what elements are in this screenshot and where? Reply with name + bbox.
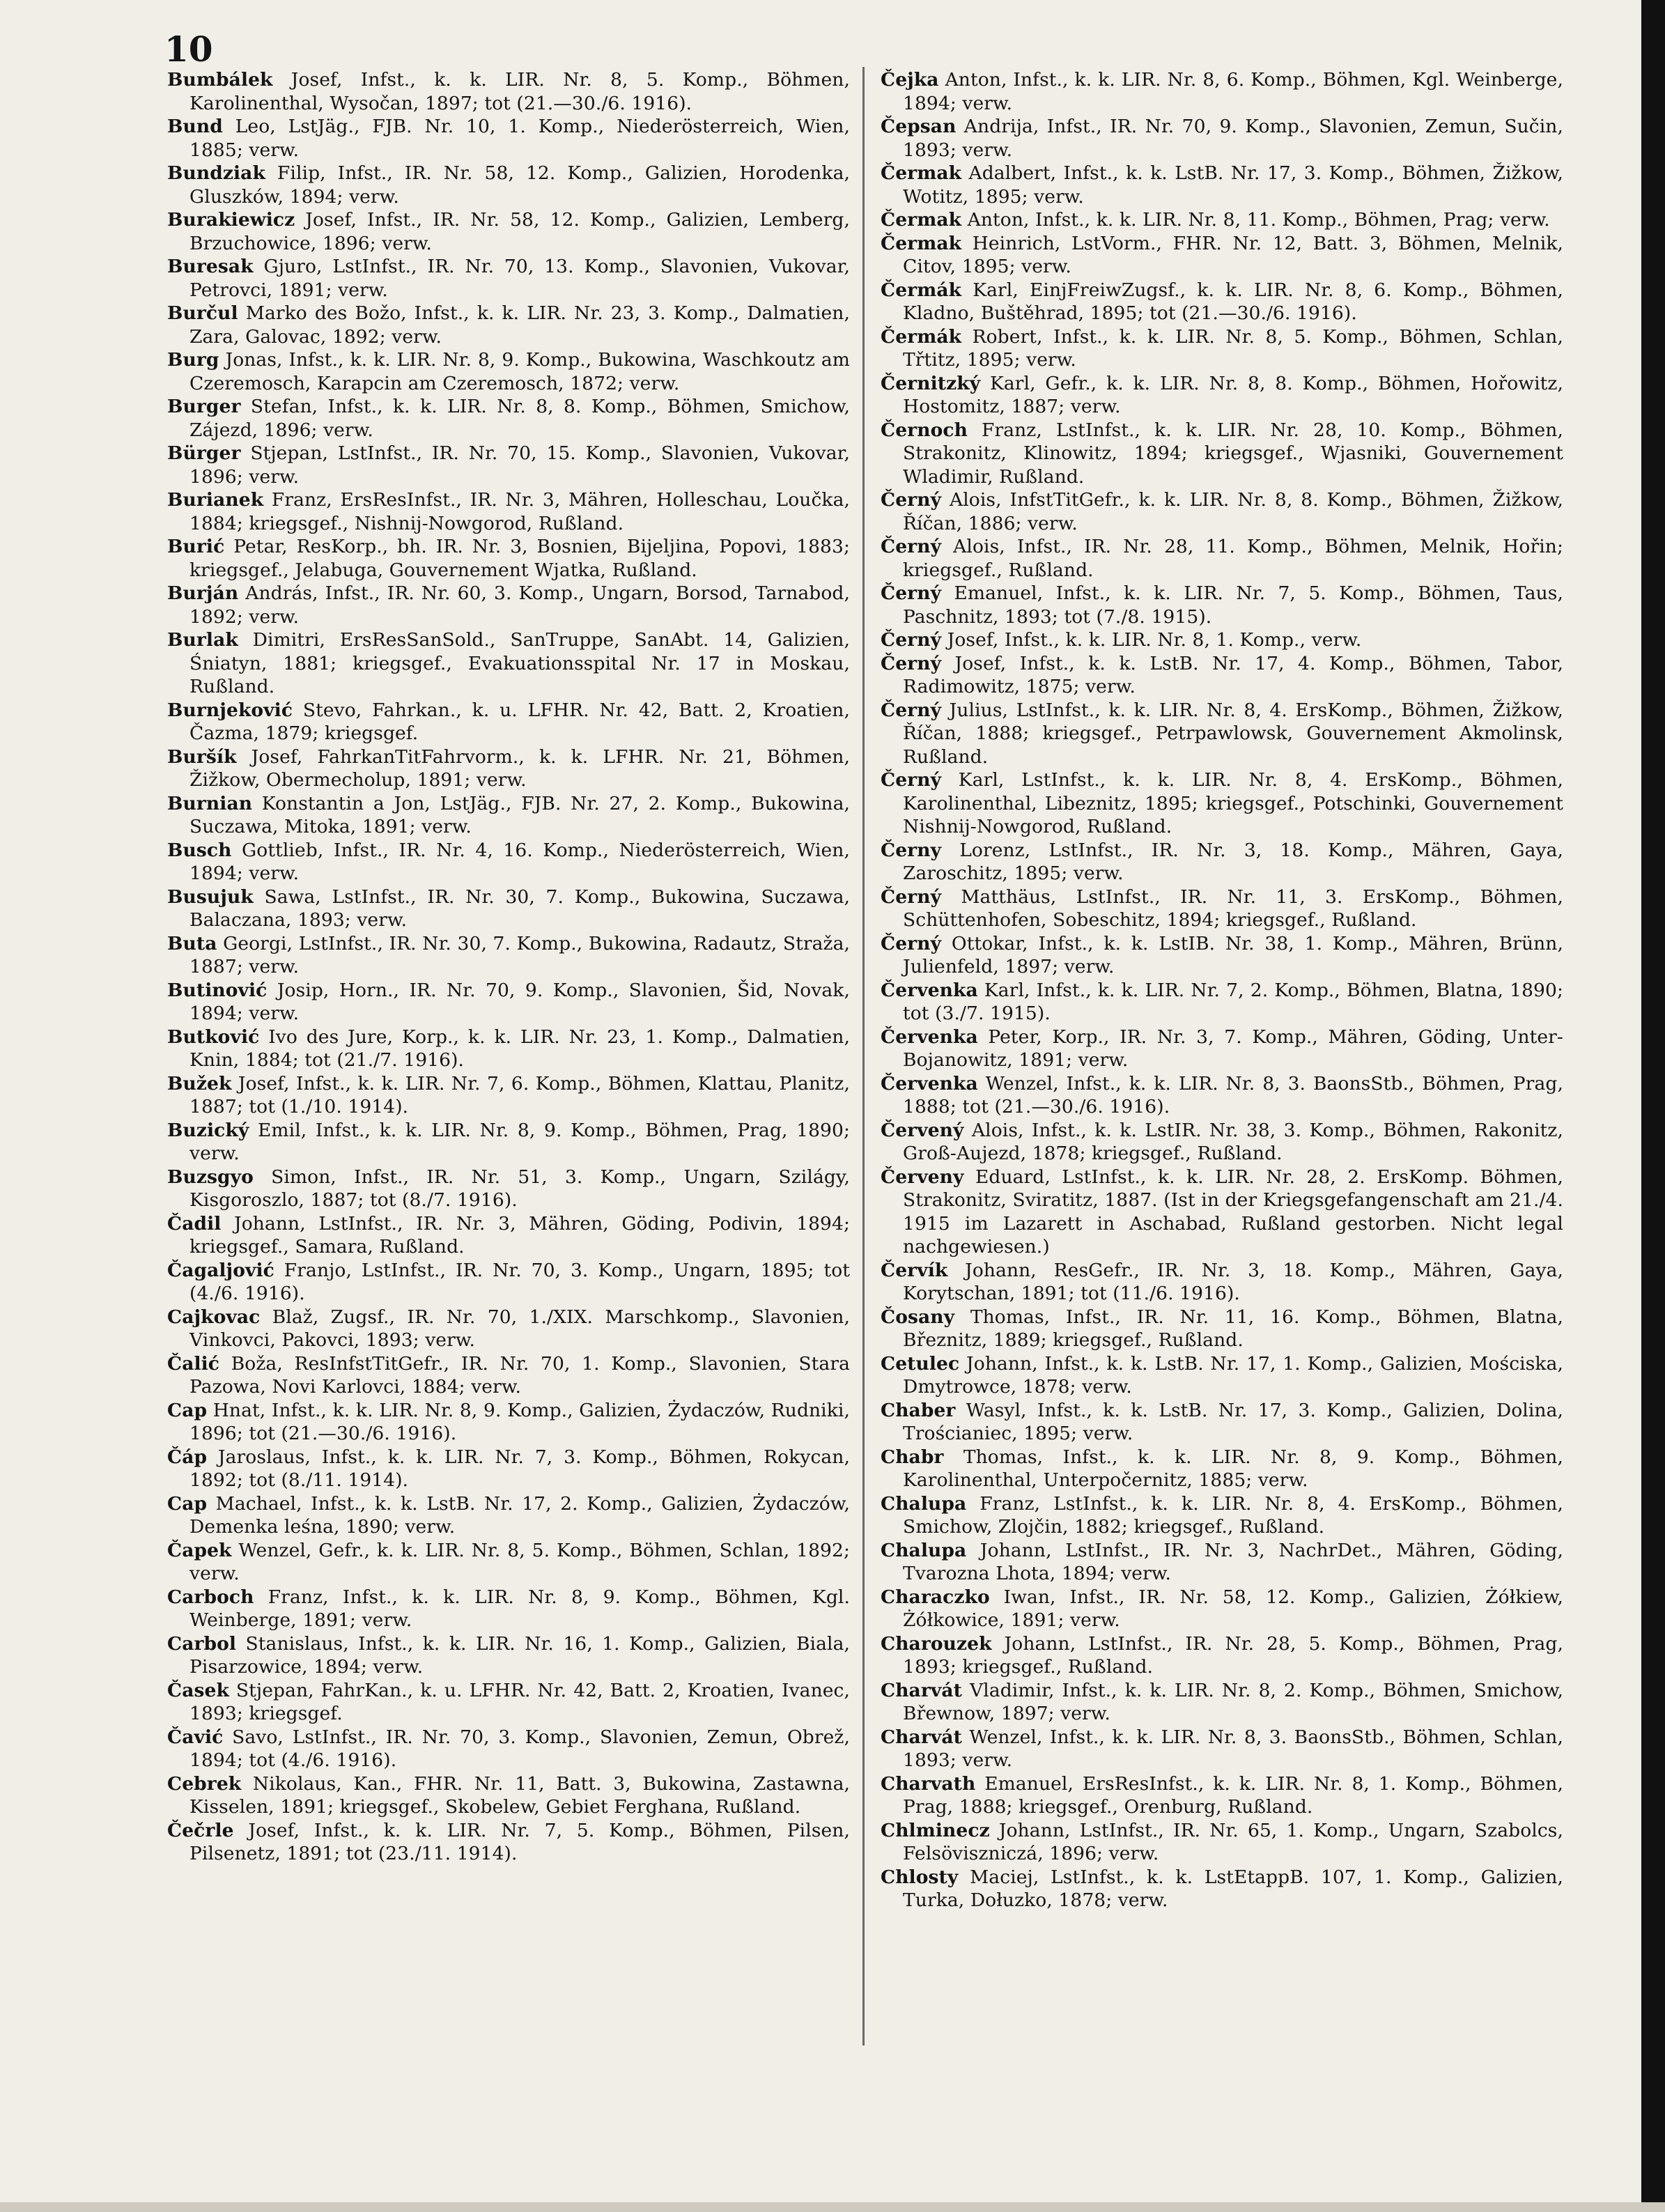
- entry-details: Georgi, LstInfst., IR. Nr. 30, 7. Komp., Bukowina, Radautz, Straža, 1887; verw.: [189, 932, 851, 977]
- entry-details: Stefan, Infst., k. k. LIR. Nr. 8, 8. Komp., Böhmen, Smichow, Zájezd, 1896; verw.: [189, 396, 850, 441]
- entry-surname: Bund: [167, 116, 223, 137]
- entry-details: Karl, EinjFreiwZugsf., k. k. LIR. Nr. 8, 6. Komp., Böhmen, Kladno, Buštěhrad, 1895; tot (21.—30./6. 1916).: [903, 279, 1563, 324]
- entry-surname: Čagaljović: [167, 1259, 274, 1281]
- entry-details: Alois, Infst., k. k. LstIR. Nr. 38, 3. Komp., Böhmen, Rakonitz, Groß-Aujezd, 1878; kriegsgef., Rußland.: [903, 1119, 1564, 1164]
- entry-surname: Čermak: [881, 232, 962, 254]
- entry-details: Gottlieb, Infst., IR. Nr. 4, 16. Komp., Niederösterreich, Wien, 1894; verw.: [189, 839, 850, 884]
- entry-details: Hnat, Infst., k. k. LIR. Nr. 8, 9. Komp., Galizien, Żydaczów, Rudniki, 1896; tot (21.—30./6. 1916).: [189, 1399, 851, 1444]
- list-entry: [881, 1819, 1563, 1866]
- entry-details: Stjepan, FahrKan., k. u. LFHR. Nr. 42, Batt. 2, Kroatien, Ivanec, 1893; kriegsgef.: [189, 1679, 850, 1724]
- entry-details: Blaž, Zugsf., IR. Nr. 70, 1./XIX. Marschkomp., Slavonien, Vinkovci, Pakovci, 1893; verw.: [189, 1306, 851, 1351]
- entry-details: Ottokar, Infst., k. k. LstIB. Nr. 38, 1. Komp., Mähren, Brünn, Julienfeld, 1897; verw.: [903, 932, 1563, 977]
- list-entry: [881, 115, 1563, 162]
- entry-surname: Charvath: [881, 1772, 976, 1795]
- list-entry: [881, 1866, 1563, 1912]
- list-entry: [881, 419, 1563, 489]
- entry-details: Eduard, LstInfst., k. k. LIR. Nr. 28, 2. ErsKomp. Böhmen, Strakonitz, Sviratitz, 1887. (Ist in der Kriegsgefangenschaft am 21./4. 1915 im Lazarett in Aschabad, Rußland gestorben. Nicht legal nachgewiesen.): [903, 1166, 1563, 1258]
- list-entry: [167, 1586, 850, 1632]
- list-entry: [167, 535, 850, 582]
- list-entry: [881, 1306, 1563, 1352]
- entry-details: Matthäus, LstInfst., IR. Nr. 11, 3. ErsKomp., Böhmen, Schüttenhofen, Sobeschitz, 1894; kriegsgef., Rußland.: [903, 885, 1563, 931]
- entry-details: Alois, Infst., IR. Nr. 28, 11. Komp., Böhmen, Melnik, Hořin; kriegsgef., Rußland.: [903, 536, 1563, 581]
- entry-details: Savo, LstInfst., IR. Nr. 70, 3. Komp., Slavonien, Zemun, Obrež, 1894; tot (4./6. 1916).: [189, 1726, 850, 1771]
- list-entry: [881, 839, 1563, 885]
- list-entry: [881, 488, 1563, 535]
- scan-border-right: [1641, 0, 1665, 2212]
- entry-surname: Carbol: [167, 1632, 237, 1655]
- list-entry: [167, 1072, 850, 1119]
- entry-surname: Buršík: [167, 745, 237, 768]
- list-entry: [167, 885, 850, 932]
- entry-surname: Cebrek: [167, 1772, 242, 1795]
- entry-surname: Černý: [881, 769, 942, 791]
- list-entry: [881, 885, 1563, 932]
- right-column: [881, 68, 1563, 1912]
- entry-details: Josef, Infst., IR. Nr. 58, 12. Komp., Galizien, Lemberg, Brzuchowice, 1896; verw.: [189, 209, 850, 254]
- entry-details: Johann, LstInfst., IR. Nr. 28, 5. Komp., Böhmen, Prag, 1893; kriegsgef., Rußland.: [903, 1632, 1563, 1678]
- list-entry: [167, 1352, 850, 1399]
- entry-surname: Butković: [167, 1026, 260, 1048]
- entry-details: Johann, LstInfst., IR. Nr. 3, NachrDet., Mähren, Göding, Tvarozna Lhota, 1894; verw.: [903, 1539, 1563, 1584]
- left-column: [167, 68, 850, 1866]
- list-entry: [881, 628, 1563, 652]
- entry-surname: Buta: [167, 932, 217, 954]
- entry-surname: Chalupa: [881, 1492, 967, 1515]
- entry-details: Sawa, LstInfst., IR. Nr. 30, 7. Komp., Bukowina, Suczawa, Balaczana, 1893; verw.: [189, 885, 850, 931]
- entry-surname: Cap: [167, 1399, 208, 1421]
- entry-details: Anton, Infst., k. k. LIR. Nr. 8, 6. Komp., Böhmen, Kgl. Weinberge, 1894; verw.: [903, 69, 1563, 114]
- list-entry: [167, 488, 850, 535]
- list-entry: [881, 1026, 1563, 1072]
- entry-details: András, Infst., IR. Nr. 60, 3. Komp., Ungarn, Borsod, Tarnabod, 1892; verw.: [189, 582, 850, 628]
- list-entry: [881, 1352, 1563, 1399]
- entry-details: Franz, LstInfst., k. k. LIR. Nr. 28, 10. Komp., Böhmen, Strakonitz, Klinowitz, 1894; kriegsgef., Wjasniki, Gouvernement Wladimir, Rußland.: [903, 419, 1563, 488]
- entry-details: Franjo, LstInfst., IR. Nr. 70, 3. Komp., Ungarn, 1895; tot (4./6. 1916).: [189, 1259, 850, 1304]
- entry-details: Franz, ErsResInfst., IR. Nr. 3, Mähren, Holleschau, Loučka, 1884; kriegsgef., Nishnij-Nowgorod, Rußland.: [189, 489, 850, 534]
- list-entry: [881, 1259, 1563, 1306]
- list-entry: [167, 68, 850, 115]
- entry-surname: Burnjeković: [167, 699, 293, 721]
- entry-surname: Čadil: [167, 1212, 222, 1235]
- entry-details: Iwan, Infst., IR. Nr. 58, 12. Komp., Galizien, Żółkiew, Żółkowice, 1891; verw.: [903, 1586, 1563, 1631]
- entry-surname: Černý: [881, 932, 942, 954]
- entry-surname: Černý: [881, 885, 942, 908]
- entry-surname: Černý: [881, 582, 942, 604]
- list-entry: [167, 162, 850, 208]
- entry-surname: Bužek: [167, 1072, 232, 1095]
- entry-surname: Černitzký: [881, 372, 981, 394]
- list-entry: [881, 232, 1563, 279]
- entry-details: Filip, Infst., IR. Nr. 58, 12. Komp., Galizien, Horodenka, Gluszków, 1894; verw.: [189, 162, 851, 208]
- list-entry: [881, 652, 1563, 699]
- list-entry: [167, 1259, 850, 1306]
- scan-border-bottom: [0, 2202, 1665, 2212]
- list-entry: [167, 1446, 850, 1492]
- entry-surname: Charvát: [881, 1679, 962, 1701]
- entry-surname: Čermak: [881, 162, 962, 184]
- list-entry: [881, 1539, 1563, 1586]
- entry-details: Andrija, Infst., IR. Nr. 70, 9. Komp., Slavonien, Zemun, Sučin, 1893; verw.: [903, 116, 1563, 161]
- list-entry: [167, 208, 850, 255]
- entry-details: Johann, LstInfst., IR. Nr. 65, 1. Komp., Ungarn, Szabolcs, Felsöviszniczá, 1896; verw.: [903, 1819, 1563, 1864]
- entry-details: Wasyl, Infst., k. k. LstB. Nr. 17, 3. Komp., Galizien, Dolina, Trościaniec, 1895; verw.: [903, 1399, 1563, 1444]
- entry-details: Josef, Infst., k. k. LIR. Nr. 7, 6. Komp., Böhmen, Klattau, Planitz, 1887; tot (1./10. 1914).: [189, 1072, 850, 1117]
- list-entry: [881, 68, 1563, 115]
- entry-details: Gjuro, LstInfst., IR. Nr. 70, 13. Komp., Slavonien, Vukovar, Petrovci, 1891; verw.: [189, 256, 850, 301]
- entry-surname: Černý: [881, 652, 942, 674]
- entry-details: Konstantin a Jon, LstJäg., FJB. Nr. 27, 2. Komp., Bukowina, Suczawa, Mitoka, 1891; verw.: [189, 792, 850, 837]
- entry-details: Alois, InfstTitGefr., k. k. LIR. Nr. 8, 8. Komp., Böhmen, Žižkow, Říčan, 1886; verw.: [903, 489, 1563, 534]
- entry-details: Karl, LstInfst., k. k. LIR. Nr. 8, 4. ErsKomp., Böhmen, Karolinenthal, Libeznitz, 1895; kriegsgef., Potschinki, Gouvernement Nishnij-Nowgorod, Rußland.: [903, 769, 1563, 837]
- list-entry: [167, 1632, 850, 1679]
- entry-details: Stjepan, LstInfst., IR. Nr. 70, 15. Komp., Slavonien, Vukovar, 1896; verw.: [189, 442, 850, 488]
- entry-surname: Červeny: [881, 1166, 964, 1188]
- entry-surname: Červený: [881, 1119, 964, 1141]
- entry-details: Anton, Infst., k. k. LIR. Nr. 8, 11. Komp., Böhmen, Prag; verw.: [967, 209, 1550, 231]
- entry-details: Franz, LstInfst., k. k. LIR. Nr. 8, 4. ErsKomp., Böhmen, Smichow, Zlojčin, 1882; kriegsgef., Rußland.: [903, 1492, 1564, 1538]
- entry-details: Josip, Horn., IR. Nr. 70, 9. Komp., Slavonien, Šid, Novak, 1894; verw.: [189, 979, 850, 1024]
- entry-details: Machael, Infst., k. k. LstB. Nr. 17, 2. Komp., Galizien, Żydaczów, Demenka leśna, 1890; verw.: [189, 1492, 850, 1538]
- entry-details: Karl, Gefr., k. k. LIR. Nr. 8, 8. Komp., Böhmen, Hořowitz, Hostomitz, 1887; verw.: [903, 372, 1563, 417]
- entry-surname: Buresak: [167, 256, 254, 277]
- list-entry: [167, 1726, 850, 1772]
- entry-surname: Charvát: [881, 1726, 962, 1748]
- list-entry: [167, 1212, 850, 1259]
- entry-surname: Černoch: [881, 419, 968, 441]
- entry-surname: Burić: [167, 536, 225, 557]
- list-entry: [881, 979, 1563, 1026]
- list-entry: [881, 162, 1563, 208]
- entry-details: Jonas, Infst., k. k. LIR. Nr. 8, 9. Komp., Bukowina, Waschkoutz am Czeremosch, Karapcin am Czeremosch, 1872; verw.: [189, 349, 850, 394]
- entry-details: Emanuel, Infst., k. k. LIR. Nr. 7, 5. Komp., Böhmen, Taus, Paschnitz, 1893; tot (7./8. 1915).: [903, 582, 1563, 628]
- entry-surname: Bundziak: [167, 162, 265, 184]
- entry-surname: Časek: [167, 1679, 229, 1701]
- list-entry: [167, 1492, 850, 1539]
- list-entry: [881, 1726, 1563, 1772]
- list-entry: [167, 582, 850, 628]
- entry-surname: Čalić: [167, 1352, 220, 1375]
- list-entry: [881, 208, 1563, 232]
- list-entry: [881, 535, 1563, 582]
- list-entry: [167, 395, 850, 442]
- entry-surname: Červík: [881, 1259, 948, 1281]
- entry-details: Wenzel, Infst., k. k. LIR. Nr. 8, 3. BaonsStb., Böhmen, Schlan, 1893; verw.: [903, 1726, 1563, 1771]
- list-entry: [881, 279, 1563, 325]
- list-entry: [167, 348, 850, 395]
- entry-details: Marko des Božo, Infst., k. k. LIR. Nr. 23, 3. Komp., Dalmatien, Zara, Galovac, 1892; verw.: [189, 302, 850, 348]
- entry-surname: Čečrle: [167, 1819, 234, 1841]
- page-number: 10: [164, 29, 213, 70]
- list-entry: [167, 1679, 850, 1726]
- entry-surname: Černy: [881, 839, 942, 861]
- list-entry: [881, 1492, 1563, 1539]
- list-entry: [167, 302, 850, 348]
- list-entry: [167, 1306, 850, 1352]
- list-entry: [881, 1119, 1563, 1166]
- list-entry: [167, 792, 850, 839]
- list-entry: [881, 1166, 1563, 1259]
- entry-details: Thomas, Infst., k. k. LIR. Nr. 8, 9. Komp., Böhmen, Karolinenthal, Unterpočernitz, 1885; verw.: [903, 1446, 1563, 1491]
- entry-surname: Černý: [881, 536, 942, 557]
- list-entry: [167, 1166, 850, 1212]
- entry-surname: Chlosty: [881, 1866, 959, 1888]
- entry-surname: Burján: [167, 582, 239, 604]
- entry-surname: Burianek: [167, 489, 264, 511]
- entry-surname: Čavić: [167, 1726, 224, 1748]
- entry-surname: Čosany: [881, 1306, 955, 1328]
- entry-details: Julius, LstInfst., k. k. LIR. Nr. 8, 4. ErsKomp., Böhmen, Žižkow, Říčan, 1888; kriegsgef., Petrpawlowsk, Gouvernement Akmolinsk, Rußland.: [903, 699, 1563, 768]
- entry-surname: Characzko: [881, 1586, 990, 1608]
- entry-surname: Cajkovac: [167, 1306, 261, 1328]
- entry-surname: Chaber: [881, 1399, 956, 1421]
- entry-surname: Čejka: [881, 69, 939, 91]
- entry-details: Josef, Infst., k. k. LIR. Nr. 8, 5. Komp., Böhmen, Karolinenthal, Wysočan, 1897; tot (21.—30./6. 1916).: [189, 69, 851, 114]
- list-entry: [167, 1819, 850, 1866]
- entry-details: Wenzel, Infst., k. k. LIR. Nr. 8, 3. BaonsStb., Böhmen, Prag, 1888; tot (21.—30./6. 1916).: [903, 1072, 1563, 1117]
- entry-details: Johann, ResGefr., IR. Nr. 3, 18. Komp., Mähren, Gaya, Korytschan, 1891; tot (11./6. 1916).: [903, 1259, 1563, 1304]
- entry-surname: Chalupa: [881, 1539, 967, 1561]
- entry-surname: Busch: [167, 839, 232, 861]
- entry-surname: Burlak: [167, 629, 238, 651]
- entry-surname: Buzsgyo: [167, 1166, 254, 1188]
- column-divider: [862, 67, 865, 2045]
- entry-surname: Červenka: [881, 1072, 978, 1095]
- list-entry: [167, 1539, 850, 1586]
- list-entry: [167, 699, 850, 745]
- entry-details: Lorenz, LstInfst., IR. Nr. 3, 18. Komp., Mähren, Gaya, Zaroschitz, 1895; verw.: [903, 839, 1563, 884]
- list-entry: [881, 768, 1563, 839]
- entry-surname: Cap: [167, 1492, 208, 1515]
- entry-surname: Bumbálek: [167, 69, 273, 91]
- list-entry: [881, 1072, 1563, 1119]
- entry-details: Simon, Infst., IR. Nr. 51, 3. Komp., Ungarn, Szilágy, Kisgoroszlo, 1887; tot (8./7. 1916).: [189, 1166, 850, 1211]
- entry-details: Dimitri, ErsResSanSold., SanTruppe, SanAbt. 14, Galizien, Śniatyn, 1881; kriegsgef., Evakuationsspital Nr. 17 in Moskau, Rußland.: [189, 629, 850, 697]
- entry-surname: Burakiewicz: [167, 209, 295, 231]
- list-entry: [881, 1446, 1563, 1492]
- entry-details: Emil, Infst., k. k. LIR. Nr. 8, 9. Komp., Böhmen, Prag, 1890; verw.: [189, 1119, 851, 1164]
- entry-details: Stevo, Fahrkan., k. u. LFHR. Nr. 42, Batt. 2, Kroatien, Čazma, 1879; kriegsgef.: [189, 699, 850, 744]
- entry-surname: Butinović: [167, 979, 268, 1001]
- entry-details: Peter, Korp., IR. Nr. 3, 7. Komp., Mähren, Göding, Unter-Bojanowitz, 1891; verw.: [903, 1026, 1563, 1071]
- list-entry: [167, 1119, 850, 1166]
- list-entry: [881, 1679, 1563, 1726]
- entry-surname: Čepsan: [881, 116, 957, 137]
- entry-details: Emanuel, ErsResInfst., k. k. LIR. Nr. 8, 1. Komp., Böhmen, Prag, 1888; kriegsgef., Orenburg, Rußland.: [903, 1772, 1563, 1818]
- entry-surname: Burnian: [167, 792, 253, 814]
- entry-surname: Burg: [167, 349, 219, 371]
- entry-surname: Čáp: [167, 1446, 208, 1468]
- entry-details: Ivo des Jure, Korp., k. k. LIR. Nr. 23, 1. Komp., Dalmatien, Knin, 1884; tot (21./7. 1916).: [189, 1026, 850, 1071]
- entry-details: Vladimir, Infst., k. k. LIR. Nr. 8, 2. Komp., Böhmen, Smichow, Břewnow, 1897; verw.: [903, 1679, 1563, 1724]
- list-entry: [881, 1399, 1563, 1446]
- entry-surname: Čermák: [881, 279, 962, 301]
- list-entry: [881, 932, 1563, 979]
- entry-surname: Černý: [881, 489, 942, 511]
- list-entry: [167, 932, 850, 979]
- list-entry: [167, 979, 850, 1026]
- entry-surname: Červenka: [881, 1026, 978, 1048]
- list-entry: [167, 255, 850, 302]
- entry-surname: Čapek: [167, 1539, 232, 1561]
- entry-details: Josef, Infst., k. k. LIR. Nr. 8, 1. Komp., verw.: [947, 629, 1362, 651]
- entry-details: Maciej, LstInfst., k. k. LstEtappB. 107, 1. Komp., Galizien, Turka, Dołuzko, 1878; verw.: [903, 1866, 1564, 1911]
- entry-details: Robert, Infst., k. k. LIR. Nr. 8, 5. Komp., Böhmen, Schlan, Třtitz, 1895; verw.: [903, 325, 1563, 371]
- list-entry: [167, 628, 850, 699]
- list-entry: [167, 442, 850, 488]
- entry-surname: Carboch: [167, 1586, 254, 1608]
- entry-details: Petar, ResKorp., bh. IR. Nr. 3, Bosnien, Bijeljina, Popovi, 1883; kriegsgef., Jelabuga, Gouvernement Wjatka, Rußland.: [189, 536, 850, 581]
- entry-details: Wenzel, Gefr., k. k. LIR. Nr. 8, 5. Komp., Böhmen, Schlan, 1892; verw.: [189, 1539, 850, 1584]
- list-entry: [881, 1632, 1563, 1679]
- entry-surname: Cetulec: [881, 1352, 960, 1375]
- entry-details: Leo, LstJäg., FJB. Nr. 10, 1. Komp., Niederösterreich, Wien, 1885; verw.: [189, 116, 850, 161]
- list-entry: [881, 699, 1563, 769]
- entry-details: Josef, FahrkanTitFahrvorm., k. k. LFHR. Nr. 21, Böhmen, Žižkow, Obermecholup, 1891; verw.: [189, 745, 850, 791]
- entry-details: Josef, Infst., k. k. LIR. Nr. 7, 5. Komp., Böhmen, Pilsen, Pilsenetz, 1891; tot (23./11. 1914).: [189, 1819, 850, 1864]
- entry-details: Heinrich, LstVorm., FHR. Nr. 12, Batt. 3, Böhmen, Melnik, Citov, 1895; verw.: [903, 232, 1563, 277]
- entry-details: Josef, Infst., k. k. LstB. Nr. 17, 4. Komp., Böhmen, Tabor, Radimowitz, 1875; verw.: [903, 652, 1563, 697]
- entry-surname: Čermák: [881, 325, 962, 348]
- entry-details: Stanislaus, Infst., k. k. LIR. Nr. 16, 1. Komp., Galizien, Biala, Pisarzowice, 1894; verw.: [189, 1632, 851, 1678]
- entry-surname: Červenka: [881, 979, 978, 1001]
- list-entry: [881, 1772, 1563, 1819]
- entry-details: Nikolaus, Kan., FHR. Nr. 11, Batt. 3, Bukowina, Zastawna, Kisselen, 1891; kriegsgef., Skobelew, Gebiet Ferghana, Rußland.: [189, 1772, 850, 1818]
- entry-details: Johann, LstInfst., IR. Nr. 3, Mähren, Göding, Podivin, 1894; kriegsgef., Samara, Rußland.: [189, 1212, 851, 1258]
- entry-details: Jaroslaus, Infst., k. k. LIR. Nr. 7, 3. Komp., Böhmen, Rokycan, 1892; tot (8./11. 1914).: [189, 1446, 850, 1491]
- entry-details: Adalbert, Infst., k. k. LstB. Nr. 17, 3. Komp., Böhmen, Žižkow, Wotitz, 1895; verw.: [903, 162, 1563, 208]
- entry-surname: Chabr: [881, 1446, 944, 1468]
- list-entry: [167, 1772, 850, 1819]
- entry-details: Boža, ResInfstTitGefr., IR. Nr. 70, 1. Komp., Slavonien, Stara Pazowa, Novi Karlovci, 1884; verw.: [189, 1352, 850, 1398]
- list-entry: [881, 582, 1563, 628]
- entry-surname: Burger: [167, 396, 241, 417]
- entry-details: Franz, Infst., k. k. LIR. Nr. 8, 9. Komp., Böhmen, Kgl. Weinberge, 1891; verw.: [189, 1586, 850, 1631]
- entry-surname: Černý: [881, 699, 942, 721]
- entry-surname: Busujuk: [167, 885, 254, 908]
- list-entry: [881, 325, 1563, 372]
- entry-details: Karl, Infst., k. k. LIR. Nr. 7, 2. Komp., Böhmen, Blatna, 1890; tot (3./7. 1915).: [903, 979, 1563, 1024]
- entry-surname: Černý: [881, 629, 942, 651]
- entry-surname: Čermak: [881, 209, 962, 231]
- list-entry: [167, 745, 850, 792]
- entry-surname: Bürger: [167, 442, 241, 464]
- entry-details: Thomas, Infst., IR. Nr. 11, 16. Komp., Böhmen, Blatna, Březnitz, 1889; kriegsgef., Rußland.: [903, 1306, 1563, 1351]
- list-entry: [881, 372, 1563, 419]
- entry-surname: Chlminecz: [881, 1819, 990, 1841]
- list-entry: [881, 1586, 1563, 1632]
- entry-surname: Charouzek: [881, 1632, 992, 1655]
- list-entry: [167, 115, 850, 162]
- list-entry: [167, 1026, 850, 1072]
- list-entry: [167, 839, 850, 885]
- entry-surname: Burčul: [167, 302, 238, 324]
- list-entry: [167, 1399, 850, 1446]
- entry-surname: Buzický: [167, 1119, 249, 1141]
- entry-details: Johann, Infst., k. k. LstB. Nr. 17, 1. Komp., Galizien, Mościska, Dmytrowce, 1878; verw.: [903, 1352, 1563, 1398]
